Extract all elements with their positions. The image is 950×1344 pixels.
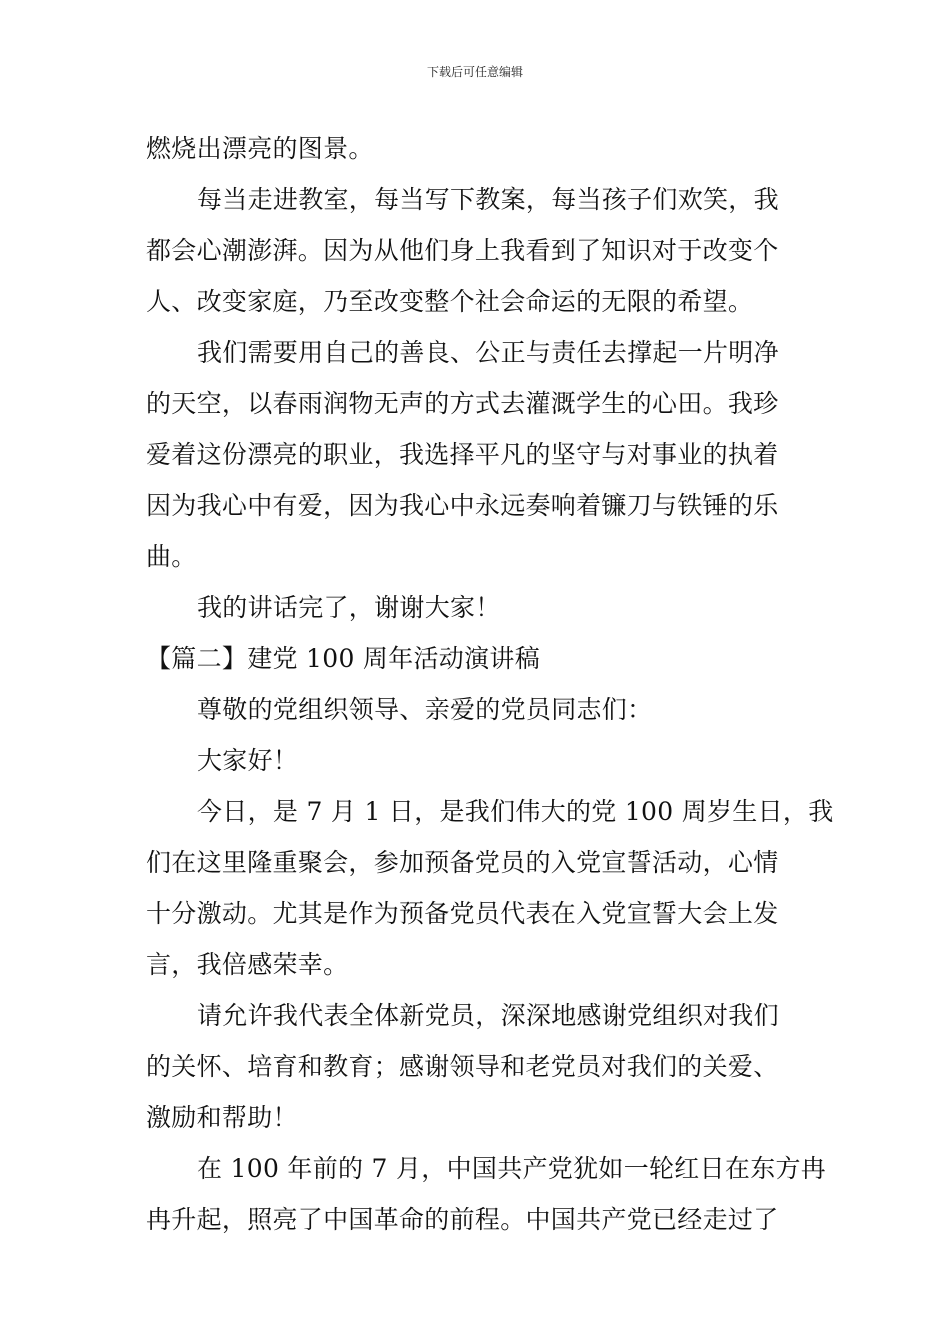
section-heading: 【篇二】建党 100 周年活动演讲稿	[146, 644, 541, 673]
text-line: 今日，是 7 月 1 日，是我们伟大的党 100 周岁生日，我	[197, 797, 834, 826]
text-line: 因为我心中有爱，因为我心中永远奏响着镰刀与铁锤的乐	[146, 491, 779, 520]
page-header-note: 下载后可任意编辑	[426, 65, 523, 79]
text-line: 们在这里隆重聚会，参加预备党员的入党宣誓活动，心情	[146, 848, 779, 877]
text-line: 十分激动。尤其是作为预备党员代表在入党宣誓大会上发	[146, 899, 779, 928]
salutation-line: 尊敬的党组织领导、亲爱的党员同志们：	[197, 695, 653, 724]
text-line: 言，我倍感荣幸。	[146, 950, 349, 979]
greeting-line: 大家好！	[197, 746, 299, 775]
text-line: 我们需要用自己的善良、公正与责任去撑起一片明净	[197, 338, 779, 367]
text-line: 人、改变家庭，乃至改变整个社会命运的无限的希望。	[146, 287, 754, 316]
text-line: 请允许我代表全体新党员，深深地感谢党组织对我们	[197, 1001, 779, 1030]
text-line: 爱着这份漂亮的职业，我选择平凡的坚守与对事业的执着	[146, 440, 779, 469]
document-body	[146, 123, 834, 1245]
text-line: 都会心潮澎湃。因为从他们身上我看到了知识对于改变个	[146, 236, 779, 265]
text-line: 的天空，以春雨润物无声的方式去灌溉学生的心田。我珍	[146, 389, 779, 418]
text-line: 每当走进教室，每当写下教案，每当孩子们欢笑，我	[197, 185, 779, 214]
text-line: 激励和帮助！	[146, 1103, 298, 1132]
text-line: 的关怀、培育和教育；感谢领导和老党员对我们的关爱、	[146, 1052, 779, 1081]
text-line: 燃烧出漂亮的图景。	[146, 134, 374, 163]
text-line: 在 100 年前的 7 月，中国共产党犹如一轮红日在东方冉	[197, 1154, 827, 1183]
text-line: 我的讲话完了，谢谢大家！	[197, 593, 501, 622]
text-line: 曲。	[146, 542, 197, 571]
text-line: 冉升起，照亮了中国革命的前程。中国共产党已经走过了	[146, 1205, 779, 1234]
